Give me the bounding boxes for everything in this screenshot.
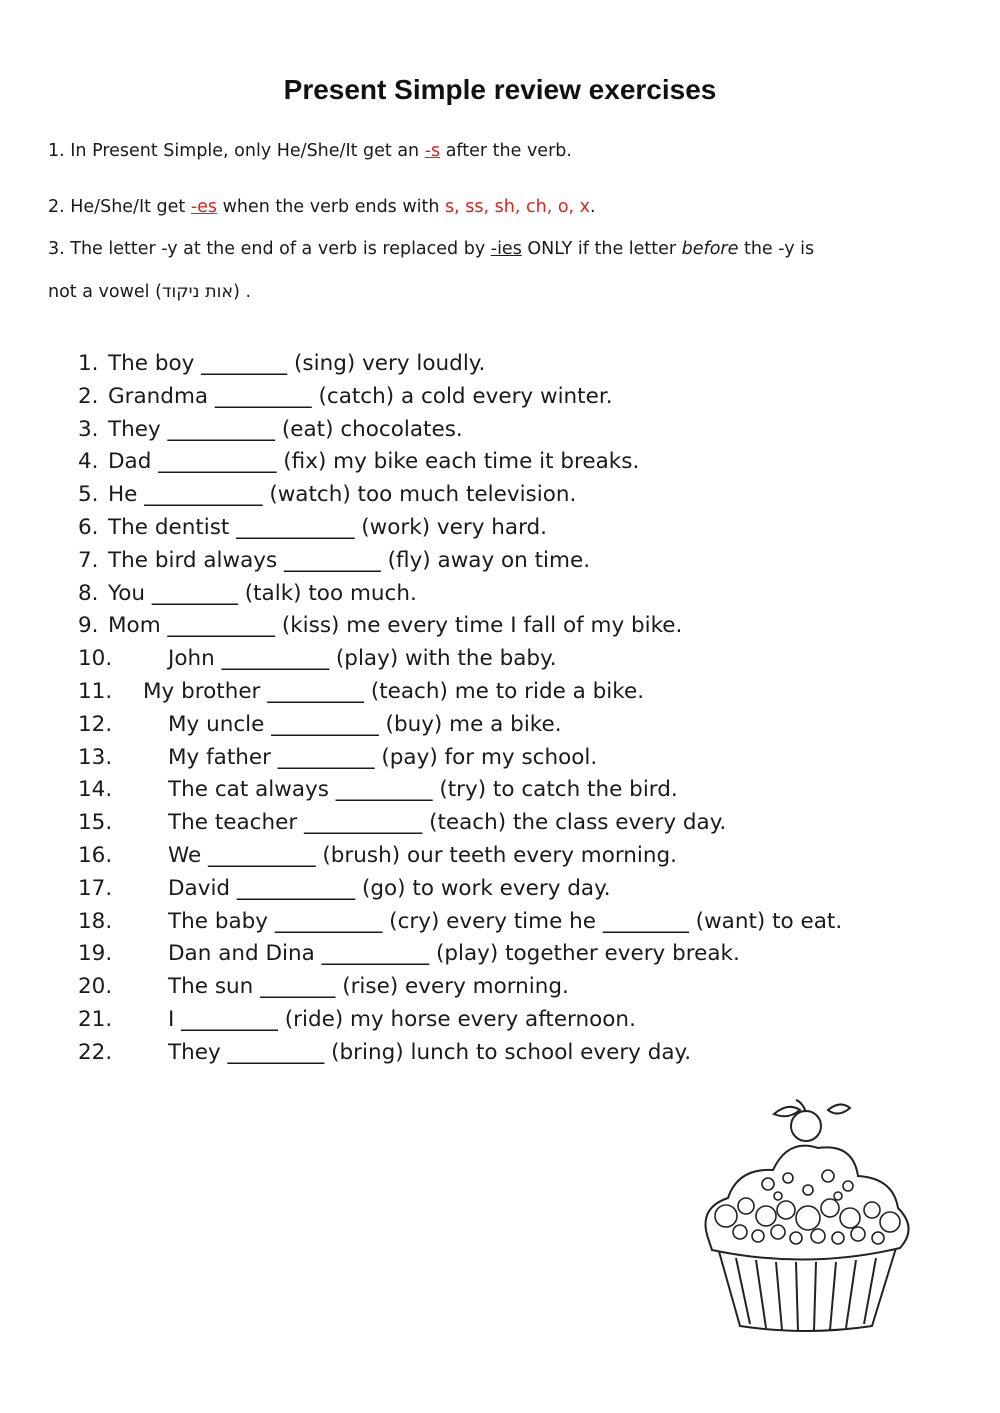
- exercise-number: 2.: [78, 383, 99, 409]
- cupcake-icon: [678, 1098, 934, 1338]
- rule-1: [48, 141, 572, 161]
- exercise-sentence: Dad ___________ (fix) my bike each time it breaks.: [108, 449, 640, 475]
- exercise-number: 11.: [78, 679, 113, 704]
- exercise-number: 5.: [78, 482, 99, 508]
- exercise-sentence: The teacher ___________ (teach) the class every day.: [168, 810, 727, 836]
- exercise-number: 4.: [78, 449, 99, 475]
- exercise-sentence: David ___________ (go) to work every day.: [168, 875, 611, 901]
- exercise-number: 17.: [78, 875, 113, 901]
- exercise-sentence: Mom __________ (kiss) me every time I fall of my bike.: [108, 613, 683, 639]
- rule-2-end: .: [590, 197, 596, 217]
- exercise-number: 21.: [78, 1007, 113, 1032]
- exercise-sentence: The boy ________ (sing) very loudly.: [108, 351, 486, 376]
- exercise-sentence: We __________ (brush) our teeth every morning.: [168, 843, 678, 868]
- exercise-number: 14.: [78, 777, 113, 803]
- exercise-sentence: My uncle __________ (buy) me a bike.: [168, 711, 562, 737]
- rule-3-emphasis: before: [681, 239, 739, 259]
- exercise-sentence: You ________ (talk) too much.: [108, 580, 417, 606]
- rule-3-middle: ONLY if the letter: [521, 239, 682, 259]
- exercise-number: 8.: [78, 580, 99, 606]
- exercise-number: 7.: [78, 547, 99, 573]
- exercise-sentence: Dan and Dina __________ (play) together every break.: [168, 941, 740, 967]
- rule-1-text: 1. In Present Simple, only He/She/It get an: [48, 141, 425, 161]
- exercise-sentence: They __________ (eat) chocolates.: [108, 416, 463, 442]
- rule-3-continued: not a vowel (אות ניקוד) .: [48, 282, 252, 302]
- exercise-number: 19.: [78, 941, 113, 967]
- rule-3: [48, 239, 814, 259]
- exercise-number: 13.: [78, 744, 113, 770]
- exercise-number: 15.: [78, 810, 113, 836]
- rule-2-text: 2. He/She/It get: [48, 197, 191, 217]
- page-title: Present Simple review exercises: [283, 74, 717, 105]
- exercise-sentence: The bird always _________ (fly) away on time.: [108, 547, 591, 573]
- exercise-number: 9.: [78, 613, 99, 639]
- rule-2-endings: s, ss, sh, ch, o, x: [445, 197, 591, 217]
- exercise-number: 12.: [78, 711, 113, 737]
- exercise-number: 16.: [78, 843, 113, 868]
- rule-3-suffix: -ies: [490, 239, 522, 259]
- exercise-sentence: John __________ (play) with the baby.: [168, 646, 557, 672]
- rule-3-end: the -y is: [738, 239, 815, 259]
- exercise-sentence: The baby __________ (cry) every time he ________ (want) to eat.: [168, 908, 843, 934]
- rule-3-text: 3. The letter -y at the end of a verb is replaced by: [48, 239, 491, 259]
- rule-1-suffix: -s: [424, 141, 441, 161]
- rule-2-suffix: -es: [190, 197, 218, 217]
- exercise-sentence: My brother _________ (teach) me to ride a bike.: [143, 679, 645, 704]
- exercise-sentence: He ___________ (watch) too much television.: [108, 482, 577, 508]
- exercise-number: 22.: [78, 1039, 113, 1065]
- exercise-number: 1.: [78, 351, 99, 376]
- exercise-sentence: The sun _______ (rise) every morning.: [168, 974, 569, 1000]
- exercise-number: 18.: [78, 908, 113, 934]
- exercise-number: 3.: [78, 416, 99, 442]
- exercise-number: 6.: [78, 515, 99, 540]
- exercise-number: 20.: [78, 974, 113, 1000]
- exercise-sentence: The dentist ___________ (work) very hard.: [108, 515, 548, 540]
- exercise-sentence: I _________ (ride) my horse every afternoon.: [168, 1007, 636, 1032]
- exercise-sentence: The cat always _________ (try) to catch the bird.: [168, 777, 678, 803]
- rule-2: [48, 197, 596, 217]
- exercise-number: 10.: [78, 646, 113, 672]
- rule-1-end: after the verb.: [440, 141, 572, 161]
- exercise-sentence: Grandma _________ (catch) a cold every winter.: [108, 383, 613, 409]
- exercise-sentence: They _________ (bring) lunch to school every day.: [168, 1039, 692, 1065]
- exercise-sentence: My father _________ (pay) for my school.: [168, 744, 598, 770]
- rule-2-middle: when the verb ends with: [217, 197, 446, 217]
